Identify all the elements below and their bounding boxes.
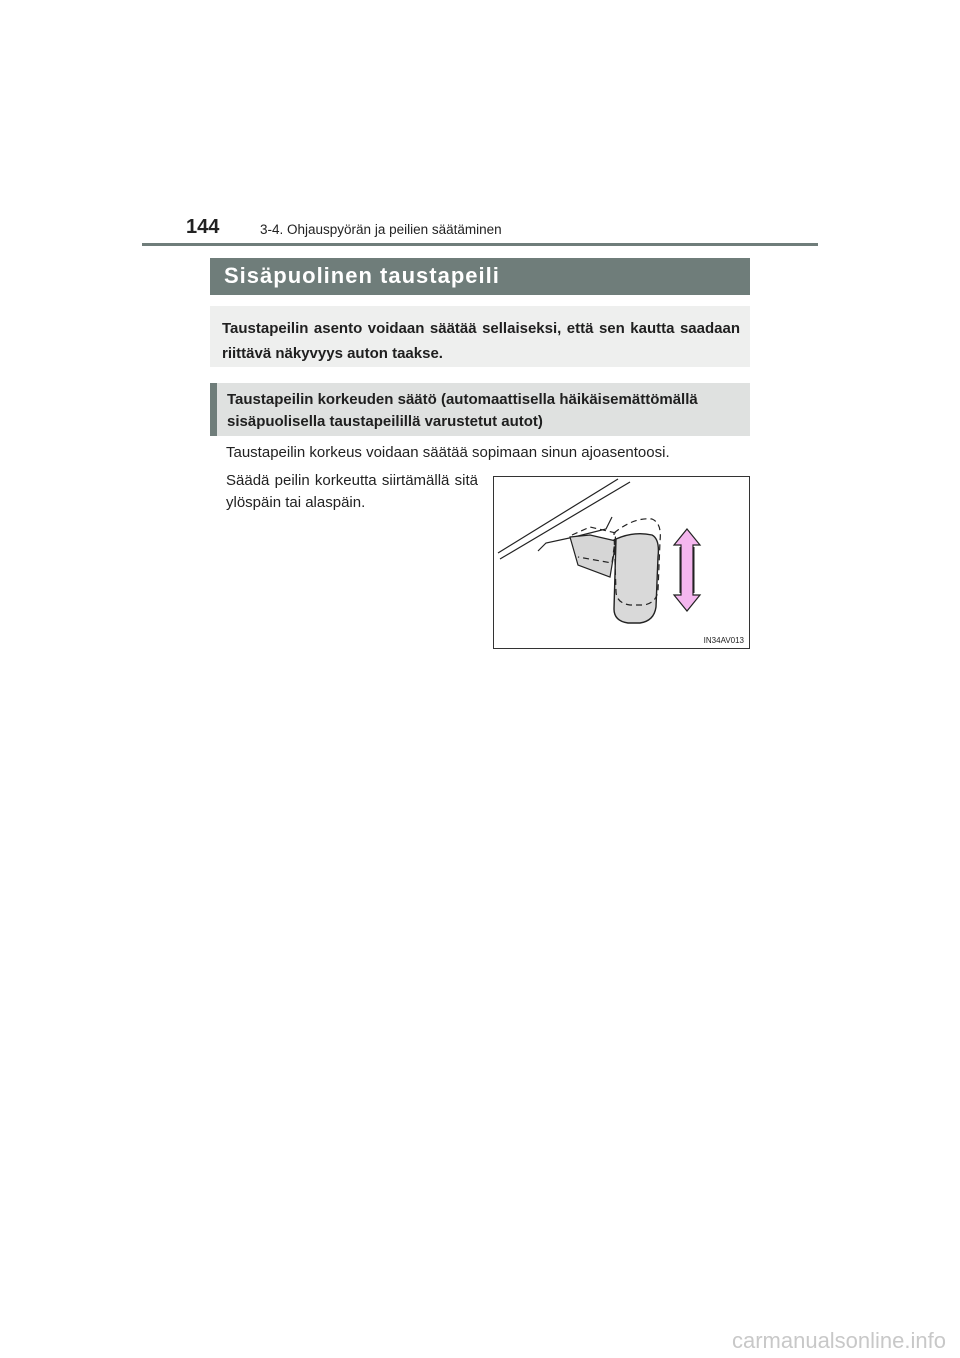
intro-text: Taustapeilin asento voidaan säätää sellaiseksi, että sen kautta saadaan riittävä näkyvyys auton taakse. bbox=[222, 320, 740, 362]
section-title-bar bbox=[210, 258, 750, 295]
mirror-stem bbox=[570, 535, 616, 577]
mirror-housing bbox=[614, 534, 658, 623]
figure-code: IN34AV013 bbox=[703, 636, 744, 645]
header-rule bbox=[142, 243, 818, 246]
breadcrumb: 3-4. Ohjauspyörän ja peilien säätäminen bbox=[260, 222, 502, 237]
figure-frame bbox=[493, 476, 750, 649]
watermark: carmanualsonline.info bbox=[731, 1328, 946, 1353]
subheading-box bbox=[210, 383, 750, 436]
section-title: Sisäpuolinen taustapeili bbox=[224, 263, 500, 288]
rearview-mirror-adjustment-icon bbox=[494, 477, 749, 648]
body-text-height: Taustapeilin korkeus voidaan säätää sopimaan sinun ajoasentoosi. bbox=[226, 444, 670, 461]
intro-box bbox=[210, 306, 750, 367]
page-number: 144 bbox=[186, 216, 220, 238]
body-text-adjust: Säädä peilin korkeutta siirtämällä sitä ylöspäin tai alaspäin. bbox=[226, 472, 478, 511]
up-down-arrow bbox=[674, 529, 700, 611]
subheading-text: Taustapeilin korkeuden säätö (automaattisella häikäisemättömällä sisäpuolisella taustapeilillä varustetut autot) bbox=[227, 391, 698, 430]
